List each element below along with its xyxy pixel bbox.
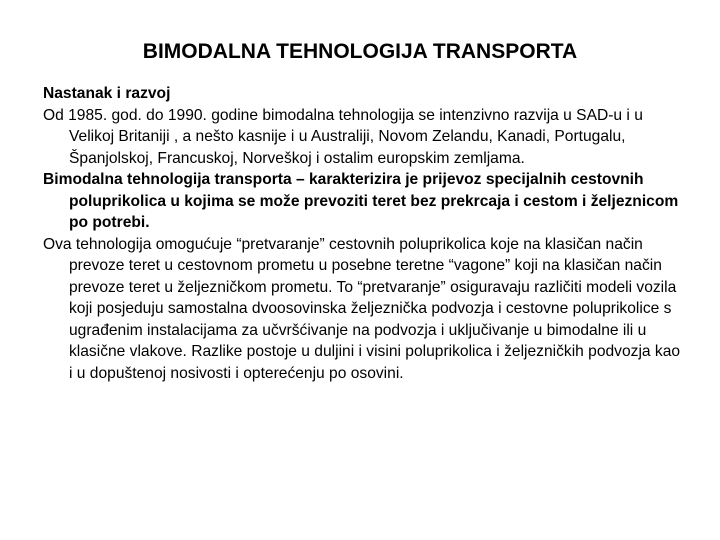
- slide-title: BIMODALNA TEHNOLOGIJA TRANSPORTA: [142, 40, 578, 63]
- paragraph-heading-origin: Nastanak i razvoj: [43, 85, 171, 102]
- paragraph-history: Od 1985. god. do 1990. godine bimodalna tehnologija se intenzivno razvija u SAD-u i u Velikoj Britaniji , a nešto kasnije i u Australiji, Novom Zelandu, Kanadi, Portugalu, Španjolskoj, Francuskoj, Norveškoj i ostalim europskim zemljama.: [43, 106, 643, 167]
- paragraph-definition: Bimodalna tehnologija transporta – karakterizira je prijevoz specijalnih cestovnih poluprikolica u kojima se može prevoziti teret bez prekrcaja i cestom i željeznicom po potrebi.: [43, 171, 679, 231]
- paragraph-description: Ova tehnologija omogućuje “pretvaranje” cestovnih poluprikolica koje na klasičan način prevoze teret u cestovnom prometu u posebne teretne “vagone” koji na klasičan način prevoze teret u željezničkom prometu. To “pretvaranje” osiguravaju različiti modeli vozila koji posjeduju samostalna dvoosovinska željeznička podvozja i cestovne poluprikolice s ugrađenim instalacijama za učvršćivanje na podvozja i uključivanje u bimodalne ili u klasične vlakove. Razlike postoje u duljini i visini poluprikolica i željezničkih podvozja kao i u dopuštenoj nosivosti i opterećenju po osovini.: [43, 235, 681, 382]
- slide-body: [43, 83, 683, 384]
